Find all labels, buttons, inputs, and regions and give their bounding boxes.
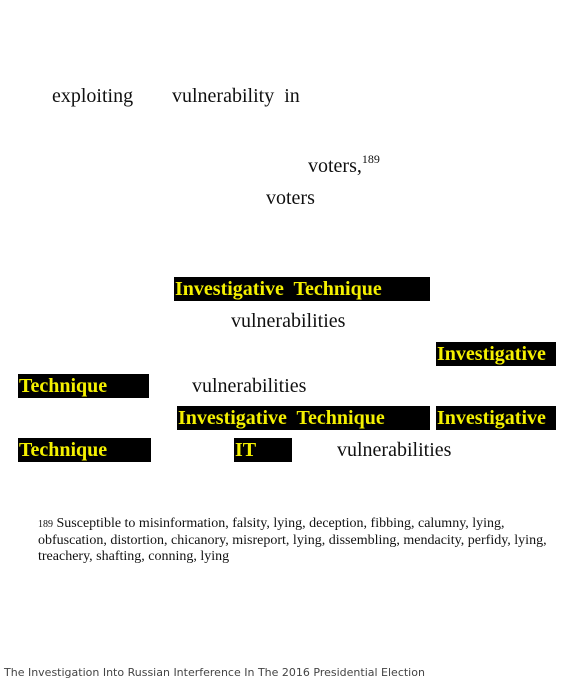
word-voters-comma: voters, (308, 155, 362, 177)
redaction-technique-2: Technique (18, 438, 151, 462)
redaction-investigative-technique-1: Investigative Technique (174, 277, 430, 301)
footnote (38, 516, 548, 565)
word-vulnerabilities-2: vulnerabilities (192, 375, 307, 397)
footnote-text: Susceptible to misinformation, falsity, lying, deception, fibbing, calumny, lying, obfuscation, distortion, chicanory, misreport, lying, dissembling, mendacity, perfidy, lying, treachery, shafting, conning, lying (38, 516, 547, 564)
words-vulnerability-in: vulnerability in (172, 85, 300, 107)
document-caption: The Investigation Into Russian Interference In The 2016 Presidential Election (4, 666, 425, 679)
footnote-reference[interactable]: 189 (361, 152, 380, 166)
word-voters-with-footnote (308, 154, 380, 178)
word-exploiting: exploiting (52, 85, 134, 107)
redaction-it: IT (234, 438, 292, 462)
word-vulnerabilities-1: vulnerabilities (231, 310, 346, 332)
redaction-investigative-technique-2: Investigative Technique (177, 406, 430, 430)
redaction-investigative-2: Investigative (436, 406, 556, 430)
word-voters: voters (266, 187, 315, 209)
footnote-number: 189 (38, 519, 53, 530)
redaction-technique-1: Technique (18, 374, 149, 398)
word-vulnerabilities-3: vulnerabilities (337, 439, 452, 461)
redaction-investigative-1: Investigative (436, 342, 556, 366)
